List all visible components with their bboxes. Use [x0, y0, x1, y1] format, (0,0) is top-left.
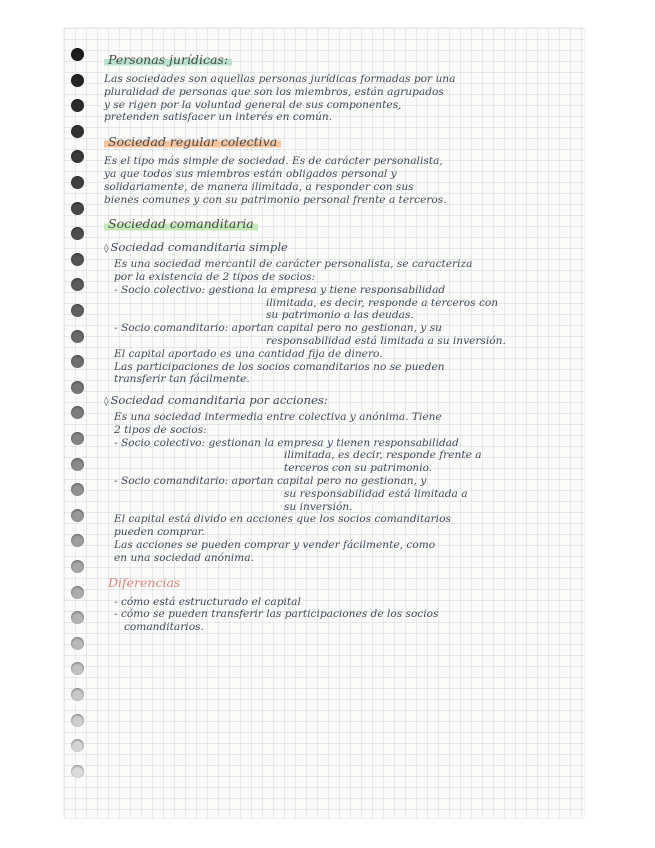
binder-hole: [71, 509, 84, 522]
subheading-text: Sociedad comanditaria por acciones:: [110, 393, 328, 408]
text-line: en una sociedad anónima.: [114, 551, 254, 564]
text-line: su responsabilidad está limitada a: [284, 487, 468, 500]
text-line: ya que todos sus miembros están obligados personal y: [104, 167, 397, 180]
binder-hole: [71, 304, 84, 317]
text-line: su patrimonio a las deudas.: [266, 309, 414, 322]
subheading-text: Sociedad comanditaria simple: [110, 240, 288, 255]
binder-hole: [71, 765, 84, 778]
text-line: su inversión.: [284, 500, 353, 513]
binder-hole: [71, 560, 84, 573]
text-line: El capital aportado es una cantidad fija de dinero.: [114, 347, 383, 360]
heading-diferencias: Diferencias: [108, 574, 181, 590]
text-line: pueden comprar.: [114, 526, 205, 539]
paragraph-comanditaria-simple: [104, 258, 579, 386]
text-line: terceros con su patrimonio.: [284, 462, 433, 475]
text-line: - cómo se pueden transferir las participaciones de los socios: [114, 608, 439, 621]
text-line: y se rigen por la voluntad general de sus componentes,: [104, 98, 402, 111]
binder-hole: [71, 125, 84, 138]
text-line: Es una sociedad mercantil de carácter personalista, se caracteriza: [114, 258, 473, 271]
text-line: Las participaciones de los socios comanditarios no se pueden: [114, 360, 445, 373]
text-line: El capital está divido en acciones que los socios comanditarios: [114, 513, 451, 526]
text-line: - Socio comanditario: aportan capital pero no gestionan, y su: [114, 322, 442, 335]
binder-hole: [71, 381, 84, 394]
binder-hole: [71, 176, 84, 189]
text-line: - Socio comanditario: aportan capital pero no gestionan, y: [114, 474, 427, 487]
diamond-bullet-icon: ◊: [104, 244, 109, 255]
text-line: pretenden satisfacer un interés en común.: [104, 111, 333, 124]
paragraph-personas: [104, 73, 579, 124]
text-line: ilimitada, es decir, responde frente a: [284, 449, 482, 462]
text-line: transferir tan fácilmente.: [114, 373, 250, 386]
binder-hole: [71, 458, 84, 471]
text-line: por la existencia de 2 tipos de socios:: [114, 270, 316, 283]
binder-hole: [71, 714, 84, 727]
text-line: 2 tipos de socios:: [114, 423, 207, 436]
binder-hole: [71, 202, 84, 215]
paragraph-regular: [104, 155, 579, 206]
text-line: bienes comunes y con su patrimonio personal frente a terceros.: [104, 193, 447, 206]
text-line: - cómo está estructurado el capital: [114, 595, 301, 608]
paragraph-comanditaria-acciones: [104, 411, 579, 565]
text-line: Las acciones se pueden comprar y vender fácilmente, como: [114, 538, 436, 551]
text-line: Es el tipo más simple de sociedad. Es de carácter personalista,: [104, 155, 443, 168]
subheading-comanditaria-simple: [104, 241, 579, 256]
text-line: responsabilidad está limitada a su inversión.: [266, 334, 506, 347]
text-line: Es una sociedad intermedia entre colectiva y anónima. Tiene: [114, 410, 442, 423]
subheading-comanditaria-acciones: [104, 394, 579, 409]
diamond-bullet-icon: ◊: [104, 397, 109, 408]
text-line: pluralidad de personas que son los miembros, están agrupados: [104, 85, 444, 98]
text-line: ilimitada, es decir, responde a terceros con: [266, 296, 499, 309]
heading-sociedad-regular-colectiva: Sociedad regular colectiva: [104, 134, 281, 149]
binder-hole: [71, 74, 84, 87]
binder-hole: [71, 688, 84, 701]
binder-hole: [71, 637, 84, 650]
binder-hole: [71, 253, 84, 266]
text-line: - Socio colectivo: gestionan la empresa y tienen responsabilidad: [114, 436, 459, 449]
handwritten-notes: [104, 50, 579, 642]
binder-hole: [71, 330, 84, 343]
heading-sociedad-comanditaria: Sociedad comanditaria: [104, 216, 258, 231]
text-line: comanditarios.: [124, 621, 204, 634]
binder-hole: [71, 48, 84, 61]
text-line: Las sociedades son aquellas personas jurídicas formadas por una: [104, 73, 456, 85]
binder-hole: [71, 586, 84, 599]
paragraph-diferencias: [104, 596, 579, 634]
text-line: solidariamente, de manera ilimitada, a responder con sus: [104, 180, 414, 193]
binder-hole: [71, 432, 84, 445]
heading-personas-juridicas: Personas jurídicas:: [104, 52, 232, 67]
text-line: - Socio colectivo: gestiona la empresa y tiene responsabilidad: [114, 283, 446, 296]
